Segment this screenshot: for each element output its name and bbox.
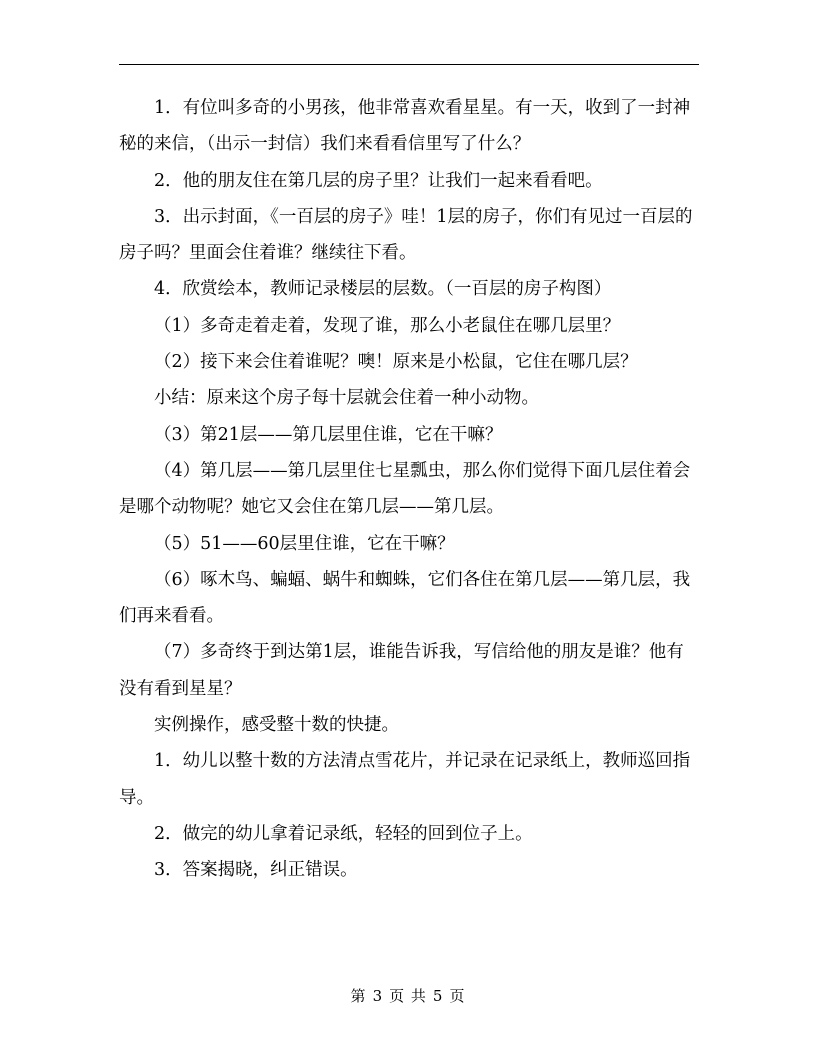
paragraph: （2）接下来会住着谁呢？噢！原来是小松鼠，它住在哪几层？ [154,352,638,373]
paragraph: 3．答案揭晓，纠正错误。 [154,860,358,881]
paragraph: （7）多奇终于到达第1层，谁能告诉我，写信给他的朋友是谁？他有没有看到星星？ [119,642,684,699]
paragraph: （5）51——60层里住谁，它在干嘛？ [154,533,455,554]
footer-suffix: 页 [449,987,466,1005]
paragraph: 2．做完的幼儿拿着记录纸，轻轻的回到位子上。 [154,823,533,844]
paragraph: 小结：原来这个房子每十层就会住着一种小动物。 [154,388,539,409]
paragraph: 4．欣赏绘本，教师记录楼层的层数。（一百层的房子构图） [154,279,612,300]
paragraph: （4）第几层——第几层里住七星瓢虫，那么你们觉得下面几层住着会是哪个动物呢？她它又会住在第几层——第几层。 [119,460,691,518]
page-footer [0,986,816,1006]
paragraph: 实例操作，感受整十数的快捷。 [154,715,399,736]
paragraph: （3）第21层——第几层里住谁，它在干嘛？ [154,424,503,445]
paragraph: 1．幼儿以整十数的方法清点雪花片，并记录在记录纸上，教师巡回指导。 [119,751,691,808]
footer-middle: 页 共 [389,987,427,1005]
paragraph: 3．出示封面，《一百层的房子》哇！1层的房子，你们有见过一百层的房子吗？里面会住着谁？继续往下看。 [119,206,693,264]
paragraph: 2．他的朋友住在第几层的房子里？让我们一起来看看吧。 [154,170,603,191]
document-body [119,90,699,889]
paragraph: 1．有位叫多奇的小男孩，他非常喜欢看星星。有一天，收到了一封神秘的来信，（出示一封信）我们来看看信里写了什么？ [119,98,691,155]
paragraph: （6）啄木鸟、蝙蝠、蜗牛和蜘蛛，它们各住在第几层——第几层，我们再来看看。 [119,569,691,627]
total-pages-number: 5 [432,987,444,1005]
footer-prefix: 第 [350,987,367,1005]
header-rule [119,64,699,65]
paragraph: （1）多奇走着走着，发现了谁，那么小老鼠住在哪几层里？ [154,315,621,336]
current-page-number: 3 [372,987,384,1005]
